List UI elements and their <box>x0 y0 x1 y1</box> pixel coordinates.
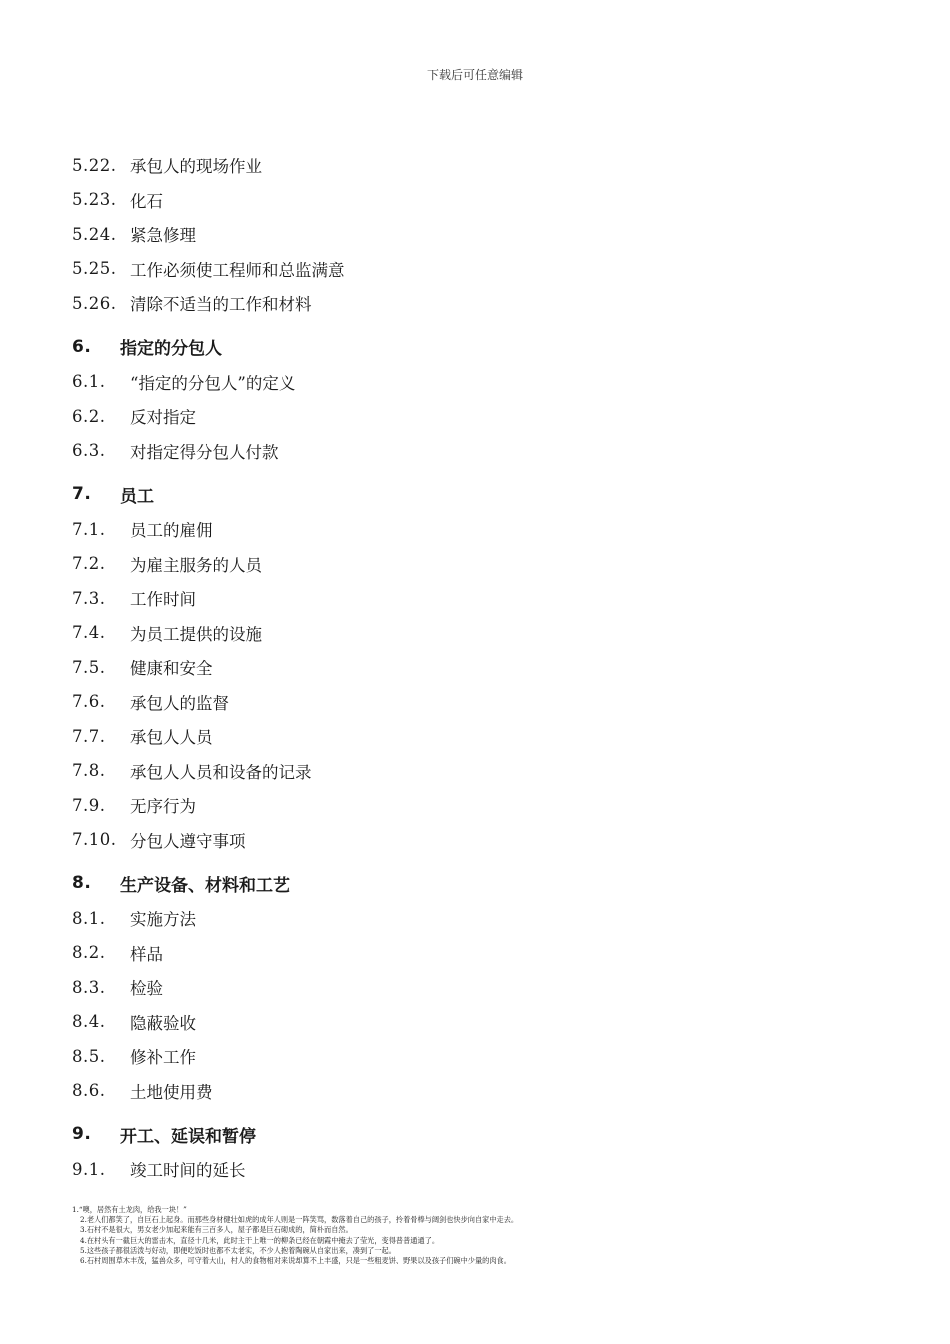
toc-title: 为雇主服务的人员 <box>130 555 262 575</box>
toc-title: 指定的分包人 <box>120 339 222 359</box>
toc-number: 6.3. <box>72 441 106 461</box>
footnote: 5.这些孩子都很活泼与好动，即便吃饭时也都不太老实，不少人抱着陶碗从自家出来，凑到了一起。 <box>80 1245 396 1255</box>
toc-title: 健康和安全 <box>130 659 213 679</box>
toc-title: 承包人人员和设备的记录 <box>130 762 312 782</box>
toc-number: 6.2. <box>72 406 106 426</box>
toc-entry <box>72 148 892 183</box>
toc-title: 员工的雇佣 <box>130 521 213 541</box>
toc-entry <box>72 365 892 400</box>
toc-title: 紧急修理 <box>130 226 196 246</box>
toc-entry <box>72 901 892 936</box>
toc-entry <box>72 547 892 582</box>
toc-entry <box>72 252 892 287</box>
footnote: 1.“噢，居然有土龙肉，给我一块！” <box>72 1205 187 1214</box>
toc-number: 5.26. <box>72 293 117 313</box>
toc-entry <box>72 399 892 434</box>
toc-title: 样品 <box>130 944 163 964</box>
toc-number: 8.6. <box>72 1081 106 1101</box>
footnote: 3.石村不是很大，男女老少加起来能有三百多人，屋子都是巨石砌成的，简朴而自然。 <box>80 1225 353 1235</box>
toc-title: 土地使用费 <box>130 1082 213 1102</box>
toc-number: 7.4. <box>72 623 106 643</box>
toc-entry <box>72 823 892 858</box>
toc-title: “指定的分包人”的定义 <box>130 373 296 393</box>
toc-entry <box>72 286 892 321</box>
toc-title: 承包人的监督 <box>130 693 229 713</box>
toc-section-heading <box>72 865 892 901</box>
toc-number: 8.4. <box>72 1012 106 1032</box>
toc-number: 8. <box>72 873 92 893</box>
toc-entry <box>72 754 892 789</box>
page-header: 下载后可任意编辑 <box>426 68 523 82</box>
toc-title: 承包人人员 <box>130 728 213 748</box>
toc-number: 6.1. <box>72 372 106 392</box>
toc-entry <box>72 685 892 720</box>
toc-section-heading <box>72 476 892 512</box>
toc-number: 5.25. <box>72 259 117 279</box>
toc-number: 7.8. <box>72 761 106 781</box>
toc-entry <box>72 512 892 547</box>
toc-entry <box>72 616 892 651</box>
toc-number: 7.3. <box>72 588 106 608</box>
toc-number: 7.6. <box>72 692 106 712</box>
toc-number: 7.9. <box>72 795 106 815</box>
toc-entry <box>72 581 892 616</box>
toc-number: 9.1. <box>72 1159 106 1179</box>
toc-entry <box>72 970 892 1005</box>
toc-number: 5.22. <box>72 155 117 175</box>
toc-entry <box>72 1152 892 1187</box>
toc-entry <box>72 1074 892 1109</box>
toc-entry <box>72 183 892 218</box>
toc-entry <box>72 434 892 469</box>
toc-title: 隐蔽验收 <box>130 1013 196 1033</box>
toc-number: 7.2. <box>72 554 106 574</box>
toc-title: 开工、延误和暂停 <box>120 1126 256 1147</box>
toc-title: 工作必须使工程师和总监满意 <box>130 260 345 280</box>
toc-number: 5.24. <box>72 224 117 244</box>
toc-entry <box>72 1005 892 1040</box>
toc-title: 实施方法 <box>130 910 196 930</box>
toc-number: 7. <box>72 484 92 504</box>
toc-title: 化石 <box>130 191 163 211</box>
footnote: 2.老人们都笑了，自巨石上起身。而那些身材健壮如虎的成年人则是一阵笑骂，数落着自己的孩子，拎着骨棒与阔剑也快步向自家中走去。 <box>80 1215 519 1225</box>
footnote: 4.在村头有一截巨大的雷击木，直径十几米，此时主干上唯一的柳条已经在朝霞中掩去了莹光，变得普普通通了。 <box>80 1235 440 1245</box>
toc-title: 员工 <box>120 486 154 507</box>
toc-section-heading <box>72 329 892 365</box>
toc-title: 修补工作 <box>130 1048 196 1068</box>
toc-section-heading <box>72 1116 892 1152</box>
toc-entry <box>72 936 892 971</box>
toc-title: 生产设备、材料和工艺 <box>120 875 290 896</box>
toc-title: 为员工提供的设施 <box>130 624 262 644</box>
footnotes <box>72 1205 892 1266</box>
toc-title: 对指定得分包人付款 <box>130 442 279 462</box>
toc-title: 竣工时间的延长 <box>130 1161 246 1181</box>
toc-entry <box>72 217 892 252</box>
toc-number: 8.2. <box>72 943 106 963</box>
toc-number: 7.1. <box>72 519 106 539</box>
toc-title: 检验 <box>130 979 163 999</box>
toc-title: 分包人遵守事项 <box>130 831 246 851</box>
toc-title: 清除不适当的工作和材料 <box>130 295 312 315</box>
toc-number: 5.23. <box>72 190 117 210</box>
footnote: 6.石村周围草木丰茂，猛兽众多，可守着大山，村人的食物相对来说却算不上丰盛，只是一些粗麦饼、野果以及孩子们碗中少量的肉食。 <box>80 1256 511 1266</box>
toc-title: 工作时间 <box>130 590 196 610</box>
toc-entry <box>72 1039 892 1074</box>
toc-number: 9. <box>72 1124 92 1144</box>
table-of-contents <box>72 148 892 1187</box>
toc-title: 无序行为 <box>130 797 196 817</box>
toc-title: 承包人的现场作业 <box>130 157 262 177</box>
toc-number: 7.5. <box>72 657 106 677</box>
toc-entry <box>72 650 892 685</box>
toc-entry <box>72 788 892 823</box>
toc-entry <box>72 719 892 754</box>
toc-number: 8.3. <box>72 977 106 997</box>
toc-number: 8.1. <box>72 908 106 928</box>
toc-number: 6. <box>72 336 92 357</box>
toc-number: 7.7. <box>72 726 106 746</box>
toc-number: 8.5. <box>72 1046 106 1066</box>
toc-number: 7.10. <box>72 830 117 850</box>
toc-title: 反对指定 <box>130 408 196 428</box>
